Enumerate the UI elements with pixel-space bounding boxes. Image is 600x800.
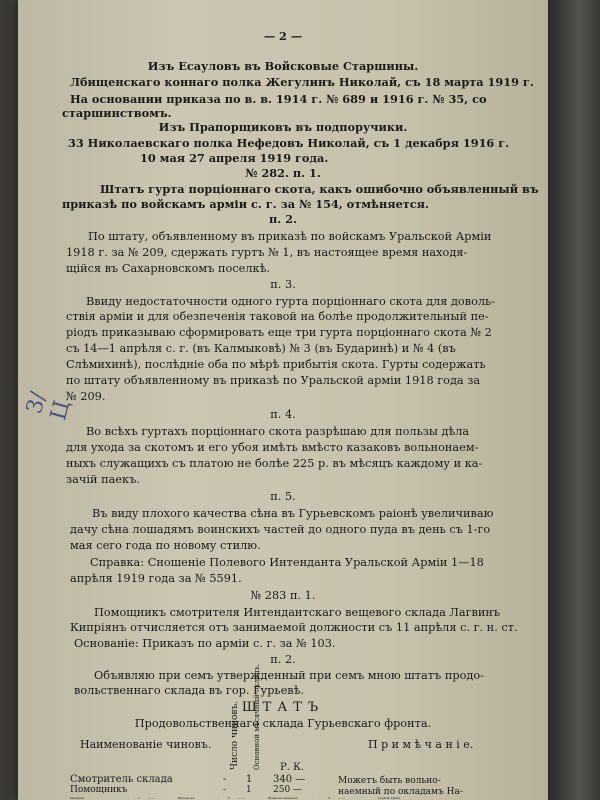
table-row-name: Писарей (70, 796, 84, 800)
table-row-name: Помощникъ (70, 785, 128, 795)
table-row-dash: - (318, 796, 320, 800)
table-header-count: Число чиновъ. (230, 700, 240, 770)
text-line: ріодъ приказываю сформировать еще три гурта порцiоннаго скота № 2 (66, 326, 492, 339)
shtat-title: ШТАТЪ (241, 700, 325, 715)
text-line: № 209. (66, 390, 106, 403)
document-page (18, 0, 548, 800)
table-header-name: Наименованіе чиновъ. (80, 738, 212, 751)
text-line: мая сего года по новому стилю. (70, 539, 261, 552)
text-line: Ввиду недостаточности одного гурта порцiоннаго скота для доволь- (86, 295, 496, 308)
text-line: апрѣля 1919 года за № 5591. (70, 572, 242, 585)
table-row-count: 1 (138, 796, 140, 800)
text-line: Лбищенскаго коннаго полка Жегулинъ Николай, съ 18 марта 1919 г. (70, 75, 534, 89)
table-row-salary: — — (238, 796, 245, 800)
table-row-count: 6 (228, 796, 230, 800)
text-line: щійся въ Сахарновскомъ поселкѣ. (66, 262, 270, 275)
table-header-salary: Основной мѣсячный окладъ. (253, 663, 261, 770)
text-line: приказѣ по войскамъ арміи с. г. за № 154, отмѣняется. (62, 197, 429, 211)
paragraph-number: п. 4. (270, 408, 296, 421)
text-line: для ухода за скотомъ и его убоя имѣть вмѣсто казаковъ вольнонаем- (66, 441, 479, 454)
table-note: Можетъ быть вольно- (338, 776, 441, 786)
table-row-name: Смотритель склада (70, 774, 173, 785)
table-row-dash: - (223, 785, 227, 795)
text-line: Кипріянъ отчисляется отъ занимаемой должности съ 11 апрѣля с. г. н. ст. (70, 621, 518, 634)
text-line: По штату, объявленному въ приказѣ по войскамъ Уральской Арміи (88, 230, 492, 243)
paragraph-number: п. 2. (269, 212, 297, 226)
table-overflow (18, 796, 548, 800)
paragraph-number: п. 2. (270, 653, 296, 666)
text-line: Основаніе: Приказъ по арміи с. г. за № 103. (74, 637, 336, 650)
table-row-dash: - (128, 796, 130, 800)
shtat-subtitle: Продовольственнаго склада Гурьевскаго фронта. (134, 717, 432, 730)
text-line: 10 мая 27 апреля 1919 года. (140, 151, 329, 165)
paragraph-number: п. 5. (270, 490, 296, 503)
text-line: 33 Николаевскаго полка Нефедовъ Николай, съ 1 декабря 1916 г. (68, 136, 510, 150)
text-line: На основании приказа по в. в. 1914 г. № 689 и 1916 г. № 35, со (70, 92, 487, 106)
table-row-dash: - (218, 796, 220, 800)
table-row-count: 1 (246, 785, 252, 795)
margin-handwritten-note: 3/Ц (22, 389, 76, 423)
table-note: родной Арміи. (378, 796, 401, 800)
table-row-salary: 250 — (273, 785, 303, 795)
text-line: Объявляю при семъ утвержденный при семъ мною штатъ продо- (94, 669, 484, 682)
section-heading: Изъ Есауловъ въ Войсковые Старшины. (147, 59, 419, 73)
text-line: зачій паекъ. (66, 473, 140, 486)
page-number: — 2 — (263, 29, 303, 43)
background-edge (548, 0, 600, 800)
text-line: дачу сѣна лошадямъ воинскихъ частей до одного пуда въ день съ 1-го (70, 523, 491, 536)
table-row-salary: — — (148, 796, 155, 800)
table-row-count: 1 (246, 774, 253, 785)
text-line: Во всѣхъ гуртахъ порцiоннаго скота разрѣшаю для пользы дѣла (86, 425, 470, 438)
table-row-dash: - (223, 774, 227, 785)
text-line: старшинствомъ. (62, 106, 172, 120)
text-line: Помощникъ смотрителя Интендантскаго вещевого склада Лагвинъ (94, 606, 501, 619)
text-line: Справка: Сношеніе Полевого Интенданта Уральской Арміи 1—18 (90, 556, 484, 569)
table-row-name: Рѣзаковъ казаковъ (268, 796, 298, 800)
table-header-note: П р и м ѣ ч а н і е. (368, 738, 474, 751)
text-line: Штатъ гурта порцiоннаго скота, какъ ошибочно объявленный въ (100, 182, 539, 196)
table-header-rk: Р. К. (280, 762, 305, 773)
text-line: вольственнаго склада въ гор. Гурьевѣ. (74, 684, 305, 697)
text-line: Въ виду плохого качества сѣна въ Гурьевскомъ раіонѣ увеличиваю (92, 507, 494, 520)
table-row-name: Вахтеровъ (178, 796, 195, 800)
text-line: Слѣмихинѣ), послѣдніе оба по мѣрѣ прибытія скота. Гурты содержать (66, 358, 486, 371)
table-row-salary: 340 — (273, 774, 306, 785)
table-row-salary: — — (338, 796, 345, 800)
text-line: съ 14—1 апрѣля с. г. (въ Калмыковѣ) № 3 (въ Бударинѣ) и № 4 (въ (66, 342, 456, 355)
table-note: наемный по окладамъ На- (338, 787, 463, 797)
order-number: № 282. п. 1. (245, 166, 321, 180)
paragraph-number: п. 3. (270, 278, 296, 291)
text-line: ныхъ служащихъ съ платою не болѣе 225 р. въ мѣсяцъ каждому и ка- (66, 457, 483, 470)
text-line: ствія арміи и для обезпеченія таковой на болѣе продолжительный пе- (66, 310, 489, 323)
text-line: по штату объявленному въ приказѣ по Уральской арміи 1918 года за (66, 374, 481, 387)
table-row-count: 4 (328, 796, 330, 800)
section-heading: Изъ Прапорщиковъ въ подпоручики. (158, 120, 408, 134)
text-line: 1918 г. за № 209, сдержать гуртъ № 1, въ настоящее время находя- (66, 246, 468, 259)
order-number: № 283 п. 1. (250, 589, 316, 602)
